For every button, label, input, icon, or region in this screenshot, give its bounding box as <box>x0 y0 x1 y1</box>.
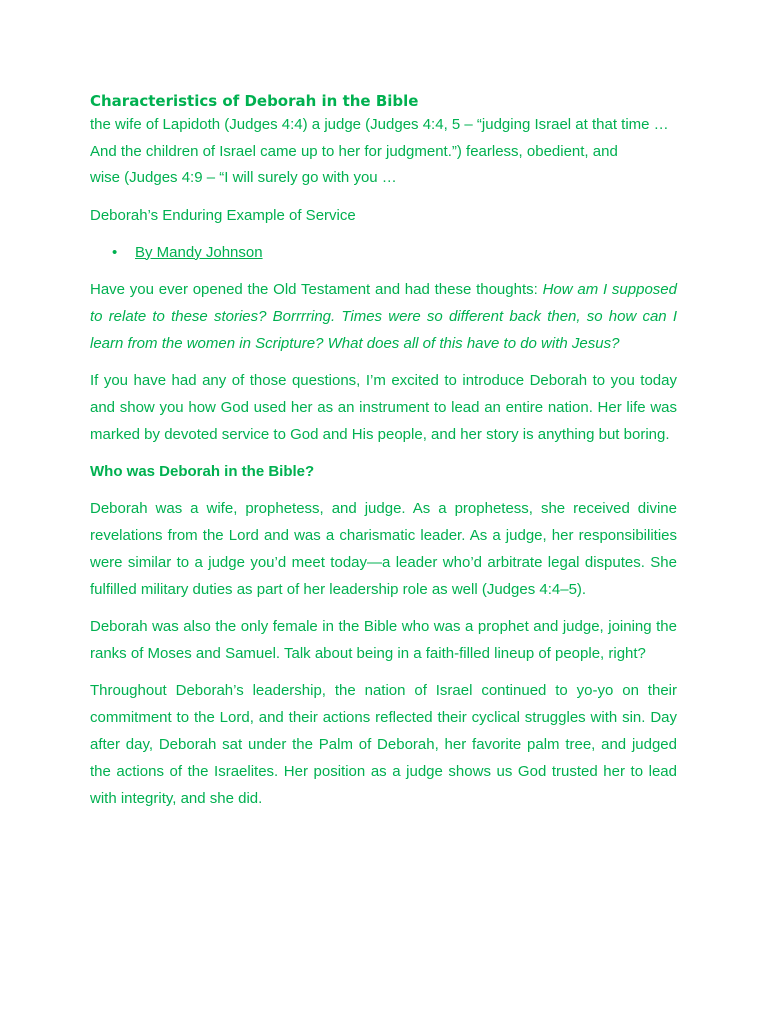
excerpt-line: the wife of Lapidoth (Judges 4:4) a judge (Judges 4:4, 5 – “judging Israel at that time … <box>90 116 669 133</box>
author-link[interactable]: By Mandy Johnson <box>135 243 263 261</box>
body-paragraph: Deborah was also the only female in the Bible who was a prophet and judge, joining the ranks of Moses and Samuel. Talk about being in a faith-filled lineup of people, right? <box>90 617 677 662</box>
intro-paragraph <box>90 276 677 357</box>
author-item <box>90 239 677 266</box>
bullet-icon: • <box>112 243 118 261</box>
excerpt-line: wise (Judges 4:9 – “I will surely go with you … <box>90 169 397 186</box>
author-list <box>90 239 677 266</box>
document-page <box>90 90 677 822</box>
body-paragraph: Throughout Deborah’s leadership, the nation of Israel continued to yo-yo on their commitment to the Lord, and their actions reflected their cyclical struggles with sin. Day after day, Deborah sat under the Palm of Deborah, her favorite palm tree, and judged the actions of the Israelites. Her position as a judge shows us God trusted her to lead with integrity, and she did. <box>90 681 677 807</box>
body-paragraph: Deborah was a wife, prophetess, and judge. As a prophetess, she received divine revelations from the Lord and was a charismatic leader. As a judge, her responsibilities were similar to a judge you’d meet today—a leader who’d arbitrate legal disputes. She fulfilled military duties as part of her leadership role as well (Judges 4:4–5). <box>90 499 677 598</box>
intro-italic-text: How am I supposed to relate to these stories? Borrrring. Times were so different back then, so how can I learn from the women in Scripture? What does all of this have to do with Jesus? <box>90 280 677 352</box>
section-heading: Who was Deborah in the Bible? <box>90 462 315 480</box>
excerpt <box>90 112 677 192</box>
article-subtitle: Deborah’s Enduring Example of Service <box>90 206 356 224</box>
document-title: Characteristics of Deborah in the Bible <box>90 92 419 110</box>
intro-text: Have you ever opened the Old Testament and had these thoughts: <box>90 280 543 298</box>
body-paragraph: If you have had any of those questions, I’m excited to introduce Deborah to you today and show you how God used her as an instrument to lead an entire nation. Her life was marked by devoted service to God and His people, and her story is anything but boring. <box>90 371 677 443</box>
excerpt-line: And the children of Israel came up to her for judgment.”) fearless, obedient, and <box>90 142 618 160</box>
